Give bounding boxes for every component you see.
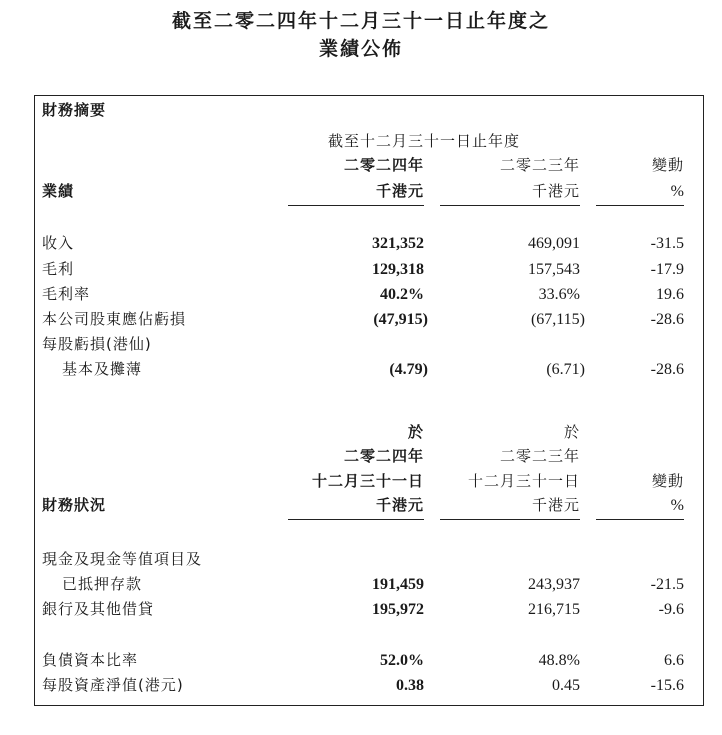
position-section-label: 財務狀況 <box>42 496 107 514</box>
row-value-2023: 469,091 <box>528 235 580 252</box>
row-value-2024: 321,352 <box>372 235 424 252</box>
row-value-2023: (6.71) <box>546 361 585 378</box>
row-value-2024: 129,318 <box>372 261 424 278</box>
row-value-2023: 48.8% <box>538 652 580 669</box>
results-rule-2023 <box>440 205 580 206</box>
row-label: 每股虧損(港仙) <box>42 335 152 353</box>
row-value-2024: 52.0% <box>380 652 424 669</box>
row-value-2023: 216,715 <box>528 601 580 618</box>
results-col-2023: 二零二三年 <box>499 156 580 174</box>
row-label: 現金及現金等值項目及 <box>42 550 203 568</box>
results-section-label: 業績 <box>42 182 75 200</box>
position-col-change: 變動 <box>651 472 684 490</box>
row-change: -17.9 <box>650 261 684 278</box>
row-label: 毛利 <box>42 260 75 278</box>
row-value-2024: 195,972 <box>372 601 424 618</box>
row-change: -9.6 <box>658 601 684 618</box>
row-value-2023: 157,543 <box>528 261 580 278</box>
row-label: 銀行及其他借貸 <box>42 600 155 618</box>
row-change: 19.6 <box>656 286 684 303</box>
row-change: -31.5 <box>650 235 684 252</box>
row-label: 每股資產淨值(港元) <box>42 676 184 694</box>
row-value-2023: 33.6% <box>538 286 580 303</box>
row-value-2024: 191,459 <box>372 576 424 593</box>
row-change: -15.6 <box>650 677 684 694</box>
row-label: 收入 <box>42 234 75 252</box>
results-rule-2024 <box>288 205 424 206</box>
row-change: 6.6 <box>664 652 684 669</box>
announcement-title-line1: 截至二零二四年十二月三十一日止年度之 <box>171 10 550 32</box>
row-label: 負債資本比率 <box>42 651 139 669</box>
position-date-2024: 十二月三十一日 <box>311 472 424 490</box>
results-unit-2024: 千港元 <box>375 182 424 200</box>
results-col-2024: 二零二四年 <box>343 156 424 174</box>
row-value-2024: 40.2% <box>380 286 424 303</box>
results-unit-2023: 千港元 <box>531 182 580 200</box>
results-col-change: 變動 <box>651 156 684 174</box>
row-label: 毛利率 <box>42 285 91 303</box>
position-year-2023: 二零二三年 <box>499 447 580 465</box>
row-value-2024: 0.38 <box>396 677 424 694</box>
row-value-2023: (67,115) <box>530 311 585 328</box>
row-value-2024: (4.79) <box>389 361 428 378</box>
position-at-2023: 於 <box>563 423 580 441</box>
results-rule-change <box>596 205 684 206</box>
row-label: 已抵押存款 <box>62 575 143 593</box>
row-value-2024: (47,915) <box>373 311 428 328</box>
position-unit-2023: 千港元 <box>531 496 580 514</box>
position-at-2024: 於 <box>407 423 424 441</box>
announcement-title-line2: 業績公佈 <box>318 38 403 60</box>
row-value-2023: 243,937 <box>528 576 580 593</box>
position-rule-change <box>596 519 684 520</box>
row-label: 本公司股東應佔虧損 <box>42 310 187 328</box>
row-change: -21.5 <box>650 576 684 593</box>
row-value-2023: 0.45 <box>552 677 580 694</box>
row-change: -28.6 <box>650 361 684 378</box>
summary-heading: 財務摘要 <box>42 101 107 119</box>
position-year-2024: 二零二四年 <box>343 447 424 465</box>
position-unit-2024: 千港元 <box>375 496 424 514</box>
position-date-2023: 十二月三十一日 <box>467 472 580 490</box>
position-rule-2023 <box>440 519 580 520</box>
results-unit-change: % <box>670 183 684 200</box>
row-label: 基本及攤薄 <box>62 360 143 378</box>
results-period-label: 截至十二月三十一日止年度 <box>328 132 521 150</box>
row-change: -28.6 <box>650 311 684 328</box>
position-unit-change: % <box>670 497 684 514</box>
position-rule-2024 <box>288 519 424 520</box>
